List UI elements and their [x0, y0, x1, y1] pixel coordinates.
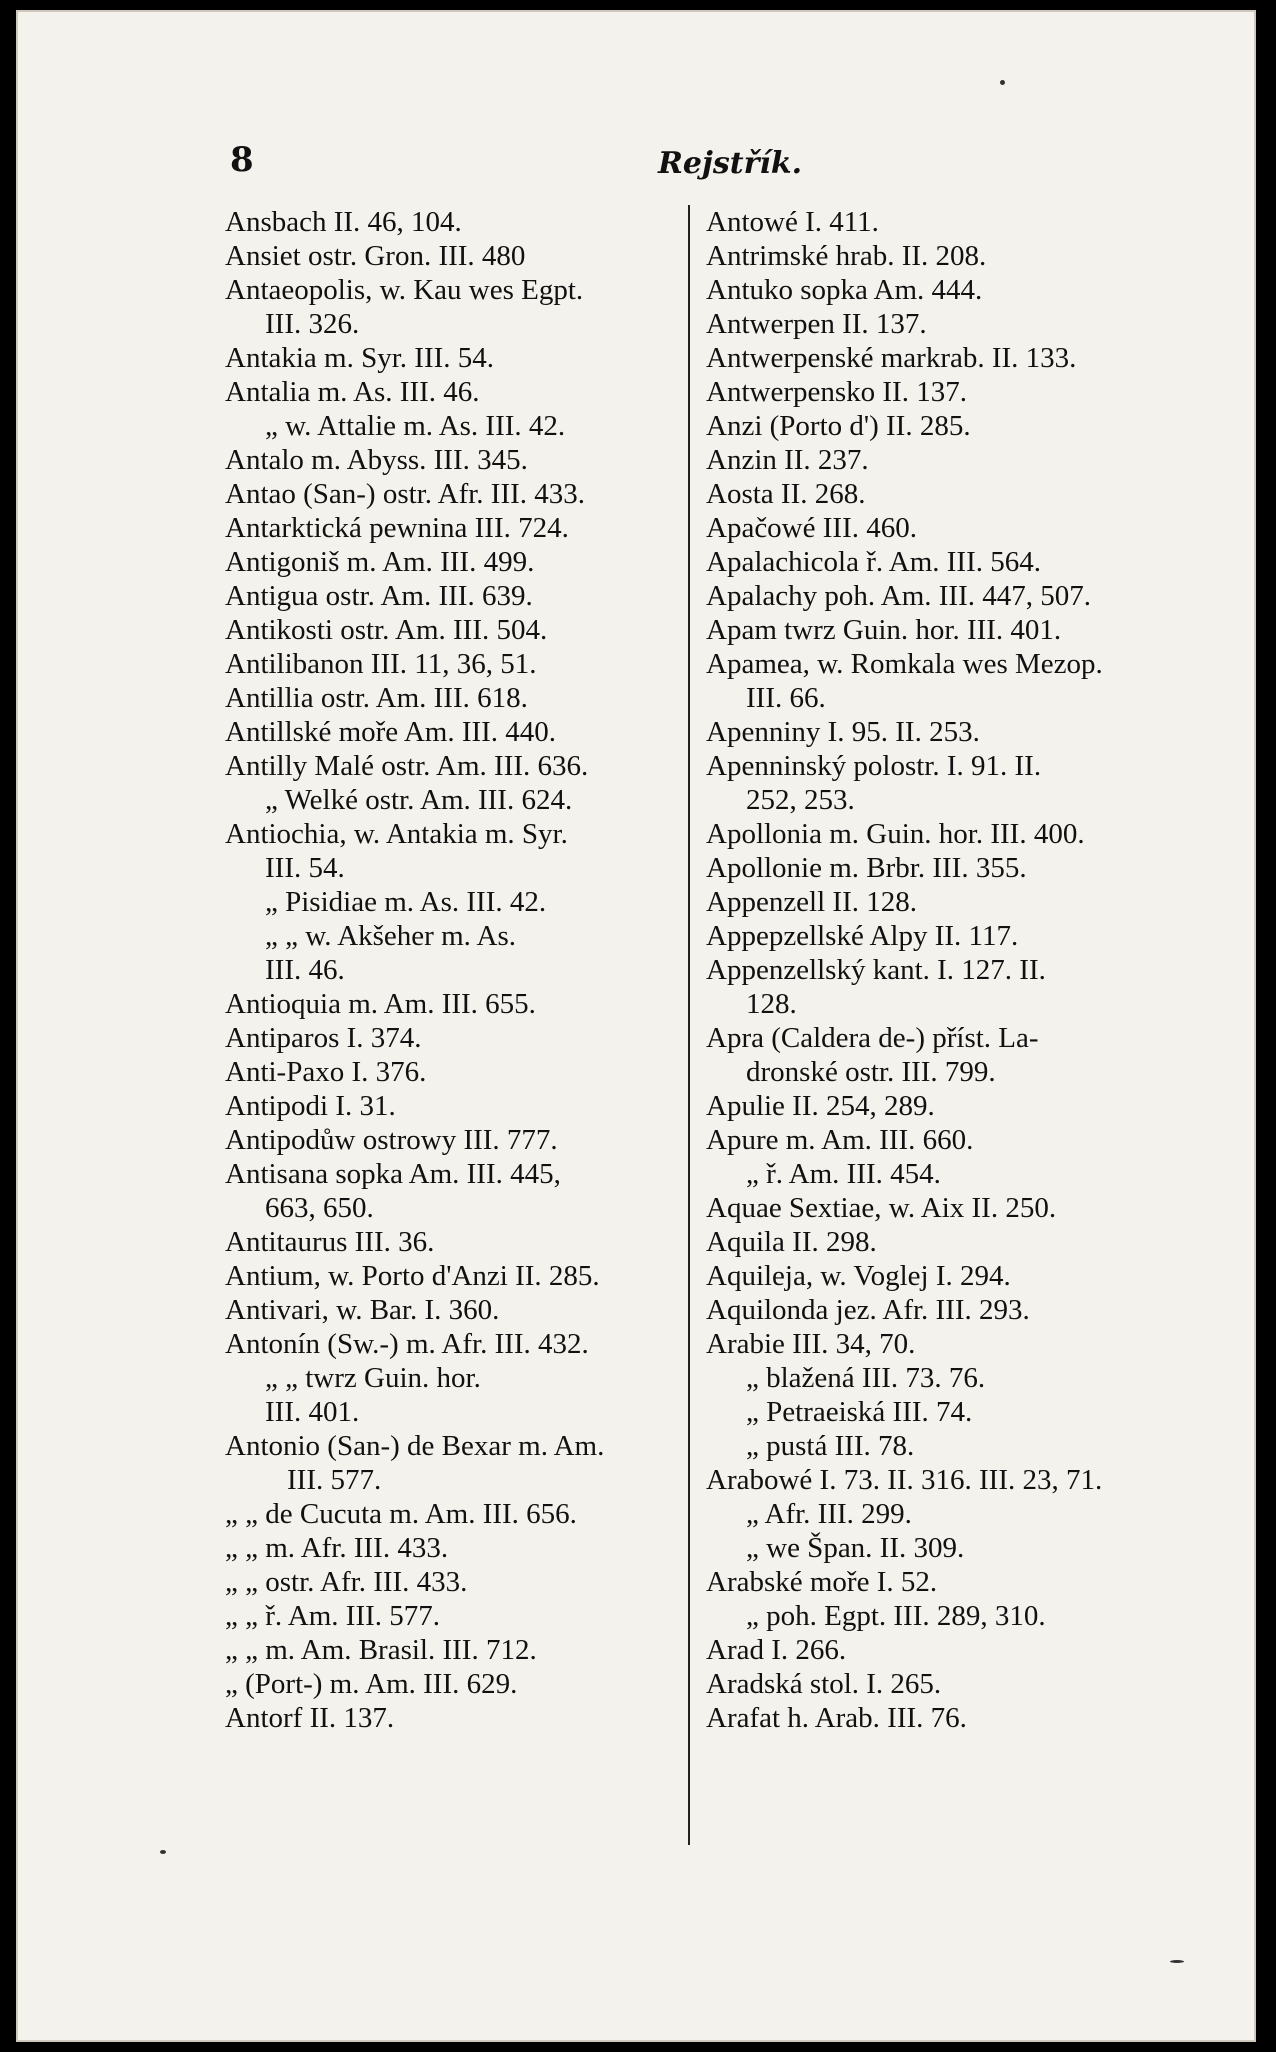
index-entry: Antium, w. Porto d'Anzi II. 285.: [225, 1260, 600, 1292]
index-entry: Apure m. Am. III. 660.: [706, 1124, 974, 1156]
index-entry: Antipodi I. 31.: [225, 1090, 396, 1122]
column-divider: [688, 205, 690, 1845]
index-entry: III. 401.: [265, 1396, 360, 1428]
index-entry: Aquilonda jez. Afr. III. 293.: [706, 1294, 1030, 1326]
index-entry: Antarktická pewnina III. 724.: [225, 512, 569, 544]
index-entry: Antalo m. Abyss. III. 345.: [225, 444, 528, 476]
index-entry: 128.: [746, 988, 797, 1020]
index-entry: „ Pisidiae m. As. III. 42.: [265, 886, 547, 918]
index-entry: III. 577.: [287, 1464, 382, 1496]
index-entry: Aquileja, w. Voglej I. 294.: [706, 1260, 1011, 1292]
index-entry: Appenzell II. 128.: [706, 886, 917, 918]
index-entry: Antitaurus III. 36.: [225, 1226, 435, 1258]
index-entry: Aosta II. 268.: [706, 478, 866, 510]
index-entry: Appenzellský kant. I. 127. II.: [706, 954, 1046, 986]
index-entry: Apulie II. 254, 289.: [706, 1090, 935, 1122]
index-entry: Apollonie m. Brbr. III. 355.: [706, 852, 1027, 884]
index-entry: „ w. Attalie m. As. III. 42.: [265, 410, 566, 442]
index-column-right: [706, 205, 1166, 1735]
index-entry: Antwerpenské markrab. II. 133.: [706, 342, 1077, 374]
index-entry: Antowé I. 411.: [706, 206, 879, 238]
index-entry: Antioquia m. Am. III. 655.: [225, 988, 536, 1020]
index-entry: „ ř. Am. III. 454.: [746, 1158, 941, 1190]
index-entry: Arabie III. 34, 70.: [706, 1328, 916, 1360]
index-entry: Anzin II. 237.: [706, 444, 869, 476]
index-entry: Antigoniš m. Am. III. 499.: [225, 546, 535, 578]
index-entry: „ we Špan. II. 309.: [746, 1532, 965, 1564]
index-entry: „ „ ostr. Afr. III. 433.: [225, 1566, 468, 1598]
index-entry: „ pustá III. 78.: [746, 1430, 915, 1462]
index-entry: Antiparos I. 374.: [225, 1022, 422, 1054]
index-entry: Arad I. 266.: [706, 1634, 847, 1666]
running-head-title: Rejstřík.: [658, 146, 803, 181]
index-entry: Apenninský polostr. I. 91. II.: [706, 750, 1042, 782]
index-entry: Antonio (San-) de Bexar m. Am.: [225, 1430, 605, 1462]
index-entry: Arabowé I. 73. II. 316. III. 23, 71.: [706, 1464, 1103, 1496]
index-entry: Antisana sopka Am. III. 445,: [225, 1158, 561, 1190]
index-entry: Antalia m. As. III. 46.: [225, 376, 480, 408]
index-entry: Apenniny I. 95. II. 253.: [706, 716, 980, 748]
paper-speck: [1000, 80, 1005, 85]
index-entry: „ poh. Egpt. III. 289, 310.: [746, 1600, 1046, 1632]
index-entry: Antigua ostr. Am. III. 639.: [225, 580, 533, 612]
index-entry: dronské ostr. III. 799.: [746, 1056, 996, 1088]
index-entry: Antonín (Sw.-) m. Afr. III. 432.: [225, 1328, 589, 1360]
page-number: 8: [230, 140, 254, 180]
paper-speck: [1170, 1960, 1184, 1963]
index-entry: Appepzellské Alpy II. 117.: [706, 920, 1019, 952]
index-entry: Antillia ostr. Am. III. 618.: [225, 682, 528, 714]
index-entry: „ blažená III. 73. 76.: [746, 1362, 986, 1394]
index-entry: Apra (Caldera de-) příst. La-: [706, 1022, 1039, 1054]
index-entry: III. 46.: [265, 954, 345, 986]
index-entry: „ „ twrz Guin. hor.: [265, 1362, 481, 1394]
index-entry: Antakia m. Syr. III. 54.: [225, 342, 495, 374]
index-entry: Aquae Sextiae, w. Aix II. 250.: [706, 1192, 1057, 1224]
index-entry: Apam twrz Guin. hor. III. 401.: [706, 614, 1062, 646]
index-entry: Ansbach II. 46, 104.: [225, 206, 462, 238]
index-entry: Antorf II. 137.: [225, 1702, 395, 1734]
index-entry: Antivari, w. Bar. I. 360.: [225, 1294, 500, 1326]
index-entry: „ „ m. Am. Brasil. III. 712.: [225, 1634, 537, 1666]
index-entry: „ (Port-) m. Am. III. 629.: [225, 1668, 518, 1700]
index-entry: „ „ w. Akšeher m. As.: [265, 920, 517, 952]
index-entry: 252, 253.: [746, 784, 855, 816]
index-entry: Antilibanon III. 11, 36, 51.: [225, 648, 537, 680]
index-entry: Antrimské hrab. II. 208.: [706, 240, 987, 272]
index-entry: III. 66.: [746, 682, 826, 714]
index-entry: Apačowé III. 460.: [706, 512, 917, 544]
index-entry: Antilly Malé ostr. Am. III. 636.: [225, 750, 589, 782]
index-entry: III. 54.: [265, 852, 345, 884]
index-entry: Antillské moře Am. III. 440.: [225, 716, 557, 748]
paper-speck: [160, 1850, 166, 1854]
index-entry: Antuko sopka Am. 444.: [706, 274, 983, 306]
index-entry: Apamea, w. Romkala wes Mezop.: [706, 648, 1103, 680]
index-entry: Aradská stol. I. 265.: [706, 1668, 942, 1700]
index-entry: „ Welké ostr. Am. III. 624.: [265, 784, 573, 816]
index-entry: Apalachy poh. Am. III. 447, 507.: [706, 580, 1091, 612]
index-entry: Anti-Paxo I. 376.: [225, 1056, 427, 1088]
index-entry: Antipodůw ostrowy III. 777.: [225, 1124, 558, 1156]
index-entry: Apalachicola ř. Am. III. 564.: [706, 546, 1042, 578]
index-entry: „ „ de Cucuta m. Am. III. 656.: [225, 1498, 577, 1530]
index-entry: Ansiet ostr. Gron. III. 480: [225, 240, 526, 272]
index-entry: Arafat h. Arab. III. 76.: [706, 1702, 967, 1734]
index-entry: Apollonia m. Guin. hor. III. 400.: [706, 818, 1085, 850]
index-entry: Antaeopolis, w. Kau wes Egpt.: [225, 274, 584, 306]
index-entry: „ Afr. III. 299.: [746, 1498, 912, 1530]
index-entry: „ „ m. Afr. III. 433.: [225, 1532, 449, 1564]
index-entry: Arabské moře I. 52.: [706, 1566, 938, 1598]
index-entry: Anzi (Porto d') II. 285.: [706, 410, 971, 442]
index-entry: 663, 650.: [265, 1192, 374, 1224]
index-entry: Antwerpen II. 137.: [706, 308, 927, 340]
index-entry: III. 326.: [265, 308, 360, 340]
index-entry: Antwerpensko II. 137.: [706, 376, 967, 408]
index-entry: „ Petraeiská III. 74.: [746, 1396, 973, 1428]
index-column-left: [225, 205, 685, 1735]
index-entry: Aquila II. 298.: [706, 1226, 877, 1258]
index-entry: Antikosti ostr. Am. III. 504.: [225, 614, 548, 646]
index-entry: Antiochia, w. Antakia m. Syr.: [225, 818, 568, 850]
index-entry: „ „ ř. Am. III. 577.: [225, 1600, 441, 1632]
index-entry: Antao (San-) ostr. Afr. III. 433.: [225, 478, 586, 510]
